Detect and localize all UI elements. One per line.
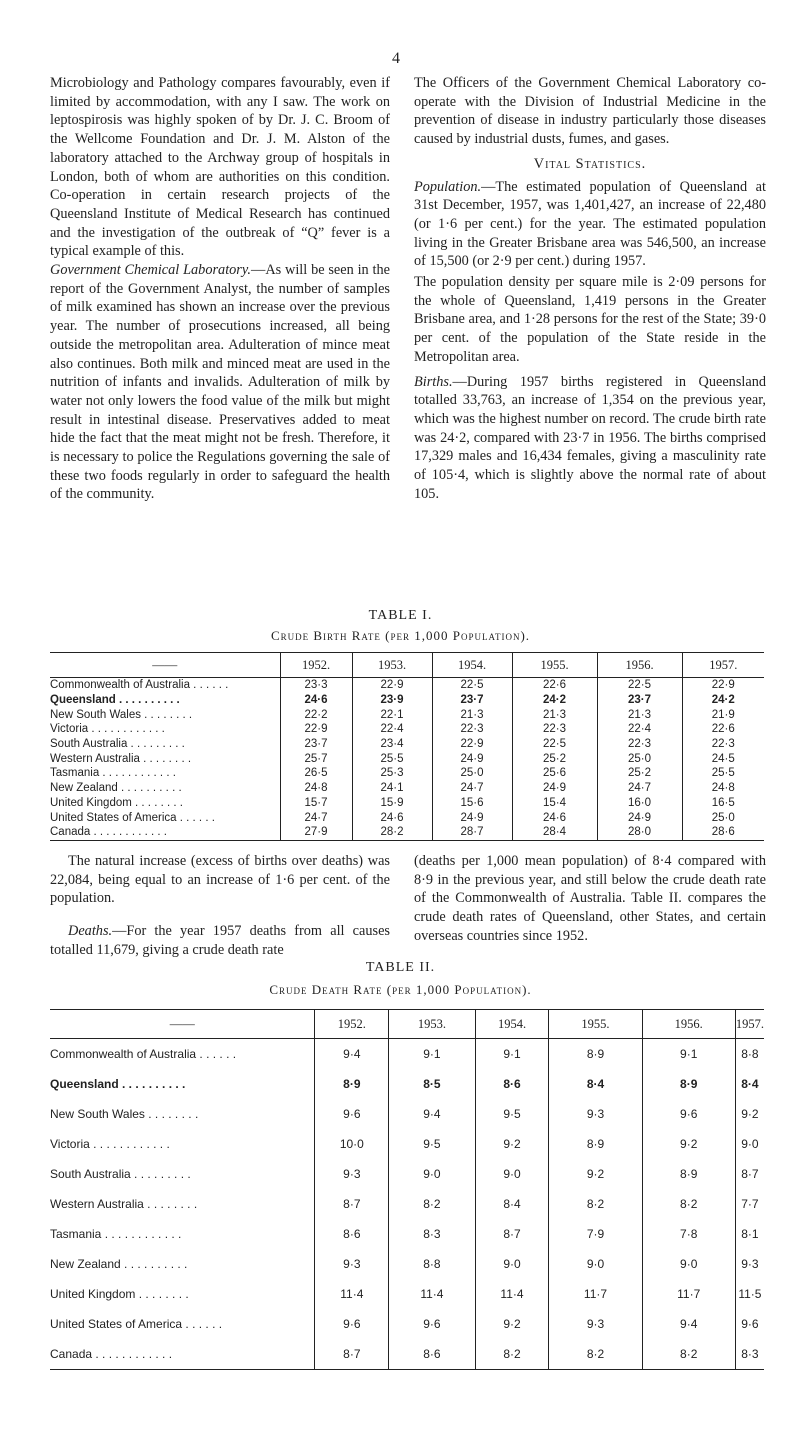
chemical-lab-text: —As will be seen in the report of the Government Analyst, the number of samples of milk examined has shown an increase over the previous year. The number of prosecutions increased, all being outside the metropolitan area. Adulteration of mince meat also continues. Both milk and minced meat are used in the nutrition of infants and invalids. Adulteration of milk by water not only lowers the food value of the milk but might result in intestinal disease. Preservatives added to meat hide the fact that the meat might not be fresh. Therefore, it is necessary to police the Regulations governing the sale of these two foods regularly in order to safeguard the health of the community. [50,262,390,503]
rate-cell: 11·4 [315,1279,389,1309]
table-row [50,1039,764,1070]
natural-increase-paragraph: The natural increase (excess of births over deaths) was 22,084, being equal to an increase of 1·6 per cent. of the population. [50,853,390,907]
table-row [50,781,764,796]
rate-cell: 22·5 [512,737,597,752]
rate-cell: 8·7 [315,1339,389,1370]
rate-cell: 9·2 [735,1099,764,1129]
rate-cell: 9·3 [735,1249,764,1279]
rate-cell: 24·9 [512,781,597,796]
table1-header-row [50,653,764,678]
table1-year-header: 1957. [682,653,764,678]
rate-cell: 22·3 [597,737,682,752]
table-row [50,1309,764,1339]
rate-cell: 8·4 [475,1189,549,1219]
rate-cell: 28·0 [597,825,682,840]
table2-body [50,1039,764,1370]
table1-year-header: 1955. [512,653,597,678]
rate-cell: 24·8 [280,781,352,796]
rate-cell: 16·0 [597,796,682,811]
table2-year-header: 1955. [549,1010,642,1039]
rate-cell: 9·0 [642,1249,735,1279]
rate-cell: 24·9 [432,810,512,825]
rate-cell: 9·0 [549,1249,642,1279]
death-rate-paragraph: (deaths per 1,000 mean population) of 8·4 compared with 8·9 in the previous year, and still below the crude death rate of the Commonwealth of Australia. Table II. compares the crude death rates of Queensland, other States, and certain overseas countries since 1952. [414,853,766,944]
rate-cell: 8·8 [389,1249,475,1279]
rate-cell: 28·2 [352,825,432,840]
rate-cell: 22·4 [352,722,432,737]
rate-cell: 25·0 [597,751,682,766]
rate-cell: 8·9 [642,1069,735,1099]
table-row [50,766,764,781]
rate-cell: 22·2 [280,707,352,722]
rate-cell: 23·7 [432,693,512,708]
rate-cell: 21·3 [432,707,512,722]
rate-cell: 25·5 [352,751,432,766]
rate-cell: 22·1 [352,707,432,722]
deaths-text: —For the year 1957 deaths from all causes totalled 11,679, giving a crude death rate [50,923,390,958]
table2-year-header: 1957. [735,1010,764,1039]
rate-cell: 25·6 [512,766,597,781]
row-label: United Kingdom . . . . . . . . [50,796,183,809]
table2-year-header: 1952. [315,1010,389,1039]
chemical-lab-paragraph [50,261,390,504]
rate-cell: 8·9 [549,1129,642,1159]
rate-cell: 25·2 [597,766,682,781]
population-paragraph [414,178,766,272]
rate-cell: 22·9 [682,678,764,693]
rate-cell: 9·6 [389,1309,475,1339]
rate-cell: 8·2 [642,1339,735,1370]
rate-cell: 15·9 [352,796,432,811]
rate-cell: 9·3 [549,1099,642,1129]
table-row [50,751,764,766]
rate-cell: 11·7 [549,1279,642,1309]
births-text: —During 1957 births registered in Queensland totalled 33,763, an increase of 1,354 on the previous year, which was the highest number on record. The crude birth rate was 24·2, compared with 23·7 in 1956. The births comprised 17,329 males and 16,434 females, giving a masculinity rate of 105·4, which is slightly above the normal rate of about 105. [414,373,766,502]
rate-cell: 9·0 [735,1129,764,1159]
rate-cell: 24·2 [682,693,764,708]
rate-cell: 8·1 [735,1219,764,1249]
table1-corner-cell: —— [50,653,280,678]
table-row [50,1219,764,1249]
row-label: South Australia . . . . . . . . . [50,738,185,751]
row-label: United States of America . . . . . . [50,811,215,824]
table2-year-header: 1956. [642,1010,735,1039]
rate-cell: 26·5 [280,766,352,781]
birth-rate-table [50,652,764,841]
rate-cell: 25·5 [682,766,764,781]
death-rate-table [50,1009,764,1370]
row-label: Canada . . . . . . . . . . . . [50,825,280,840]
table1-year-header: 1953. [352,653,432,678]
rate-cell: 22·9 [432,737,512,752]
rate-cell: 9·2 [549,1159,642,1189]
rate-cell: 25·0 [432,766,512,781]
rate-cell: 15·7 [280,796,352,811]
rate-cell: 8·2 [642,1189,735,1219]
rate-cell: 24·1 [352,781,432,796]
rate-cell: 24·9 [597,810,682,825]
rate-cell: 21·9 [682,707,764,722]
row-label: Western Australia . . . . . . . . [50,1197,198,1211]
rate-cell: 28·6 [682,825,764,840]
rate-cell: 15·6 [432,796,512,811]
rate-cell: 7·9 [549,1219,642,1249]
rate-cell: 8·4 [735,1069,764,1099]
births-heading: Births. [414,373,453,390]
chemical-lab-heading: Government Chemical Laboratory. [50,262,252,279]
rate-cell: 9·6 [735,1309,764,1339]
rate-cell: 11·7 [642,1279,735,1309]
left-column [50,74,390,504]
births-paragraph [414,373,766,504]
rate-cell: 8·9 [549,1039,642,1070]
table-row [50,678,764,693]
rate-cell: 24·7 [597,781,682,796]
rate-cell: 24·7 [432,781,512,796]
table2-subtitle: Crude Death Rate (per 1,000 Population). [269,982,532,997]
rate-cell: 9·0 [475,1249,549,1279]
rate-cell: 22·3 [682,737,764,752]
rate-cell: 23·7 [597,693,682,708]
rate-cell: 23·9 [352,693,432,708]
row-label: New Zealand . . . . . . . . . . [50,782,182,795]
table2-corner-cell: —— [50,1010,315,1039]
rate-cell: 23·3 [280,678,352,693]
table-row [50,722,764,737]
rate-cell: 24·7 [280,810,352,825]
rate-cell: 22·5 [597,678,682,693]
rate-cell: 24·6 [512,810,597,825]
rate-cell: 8·2 [475,1339,549,1370]
table-row [50,810,764,825]
table-row [50,1249,764,1279]
rate-cell: 28·7 [432,825,512,840]
row-label: Queensland . . . . . . . . . . [50,694,180,707]
rate-cell: 7·8 [642,1219,735,1249]
table1-title: TABLE I. [368,608,433,623]
vital-statistics-heading: Vital Statistics. [533,155,647,172]
row-label: South Australia . . . . . . . . . [50,1167,191,1181]
rate-cell: 9·6 [315,1309,389,1339]
rate-cell: 25·2 [512,751,597,766]
row-label: Canada . . . . . . . . . . . . [50,1339,315,1370]
rate-cell: 8·7 [315,1189,389,1219]
row-label: Victoria . . . . . . . . . . . . [50,1137,170,1151]
row-label: Queensland . . . . . . . . . . [50,1077,186,1091]
rate-cell: 11·4 [389,1279,475,1309]
rate-cell: 25·3 [352,766,432,781]
table-row [50,1339,764,1370]
rate-cell: 24·5 [682,751,764,766]
rate-cell: 9·1 [642,1039,735,1070]
rate-cell: 8·6 [315,1219,389,1249]
rate-cell: 9·0 [389,1159,475,1189]
page-number: 4 [392,50,400,67]
rate-cell: 9·2 [642,1129,735,1159]
rate-cell: 8·9 [315,1069,389,1099]
row-label: New South Wales . . . . . . . . [50,1107,199,1121]
table-row [50,707,764,722]
rate-cell: 22·9 [352,678,432,693]
table-row [50,737,764,752]
rate-cell: 8·7 [475,1219,549,1249]
density-paragraph: The population density per square mile is 2·09 persons for the whole of Queensland, 1,419 persons in the Greater Brisbane area, and 1·28 persons for the rest of the State; 39·0 per cent. of the population of the State reside in the Metropolitan area. [414,274,766,365]
table-row [50,1189,764,1219]
middle-left-column [50,852,390,960]
rate-cell: 22·3 [512,722,597,737]
table2-header-row [50,1010,764,1039]
row-label: United States of America . . . . . . [50,1317,223,1331]
row-label: New South Wales . . . . . . . . [50,708,193,721]
rate-cell: 9·3 [315,1249,389,1279]
rate-cell: 9·2 [475,1129,549,1159]
rate-cell: 16·5 [682,796,764,811]
rate-cell: 9·6 [642,1099,735,1129]
rate-cell: 22·6 [512,678,597,693]
rate-cell: 8·4 [549,1069,642,1099]
table1-body [50,678,764,841]
rate-cell: 8·6 [389,1339,475,1370]
deaths-heading: Deaths. [68,923,113,940]
right-column [414,74,766,503]
rate-cell: 11·5 [735,1279,764,1309]
rate-cell: 23·7 [280,737,352,752]
table2-year-header: 1953. [389,1010,475,1039]
table2-title: TABLE II. [365,960,436,975]
row-label: New Zealand . . . . . . . . . . [50,1257,188,1271]
rate-cell: 8·5 [389,1069,475,1099]
microbiology-paragraph: Microbiology and Pathology compares favourably, even if limited by accommodation, with any I saw. The work on leptospirosis was highly spoken of by Dr. J. C. Broom of the Wellcome Foundation and Dr. J. M. Alston of the laboratory attached to the Archway group of hospitals in London, both of whom are authorities on this condition. Co-operation in certain research projects of the Queensland Institute of Medical Research has continued and the investigation of the outbreak of “Q” fever is a typical example of this. [50,75,390,260]
rate-cell: 8·9 [642,1159,735,1189]
rate-cell: 25·0 [682,810,764,825]
rate-cell: 9·5 [475,1099,549,1129]
rate-cell: 9·3 [315,1159,389,1189]
table-row [50,693,764,708]
rate-cell: 22·4 [597,722,682,737]
rate-cell: 8·2 [549,1189,642,1219]
rate-cell: 9·4 [389,1099,475,1129]
table1-year-header: 1956. [597,653,682,678]
row-label: United Kingdom . . . . . . . . [50,1287,189,1301]
row-label: Commonwealth of Australia . . . . . . [50,1047,237,1061]
rate-cell: 7·7 [735,1189,764,1219]
rate-cell: 9·4 [315,1039,389,1070]
table-row [50,825,764,840]
rate-cell: 24·6 [352,810,432,825]
rate-cell: 9·2 [475,1309,549,1339]
rate-cell: 8·8 [735,1039,764,1070]
rate-cell: 22·9 [280,722,352,737]
table1-year-header: 1954. [432,653,512,678]
rate-cell: 9·4 [642,1309,735,1339]
rate-cell: 9·5 [389,1129,475,1159]
rate-cell: 9·6 [315,1099,389,1129]
row-label: Commonwealth of Australia . . . . . . [50,679,229,692]
rate-cell: 9·1 [389,1039,475,1070]
row-label: Tasmania . . . . . . . . . . . . [50,767,176,780]
rate-cell: 15·4 [512,796,597,811]
rate-cell: 22·3 [432,722,512,737]
rate-cell: 10·0 [315,1129,389,1159]
rate-cell: 11·4 [475,1279,549,1309]
table2-year-header: 1954. [475,1010,549,1039]
rate-cell: 24·6 [280,693,352,708]
middle-right-column [414,852,766,946]
row-label: Tasmania . . . . . . . . . . . . [50,1227,182,1241]
table-row [50,1099,764,1129]
rate-cell: 8·3 [735,1339,764,1370]
rate-cell: 24·9 [432,751,512,766]
officers-paragraph: The Officers of the Government Chemical Laboratory co-operate with the Division of Industrial Medicine in the prevention of disease in industry particularly those diseases caused by industrial dusts, fumes, and gases. [414,75,766,148]
rate-cell: 23·4 [352,737,432,752]
rate-cell: 25·7 [280,751,352,766]
rate-cell: 8·6 [475,1069,549,1099]
row-label: Victoria . . . . . . . . . . . . [50,723,165,736]
table-row [50,1129,764,1159]
table-row [50,1279,764,1309]
rate-cell: 24·8 [682,781,764,796]
rate-cell: 22·5 [432,678,512,693]
row-label: Western Australia . . . . . . . . [50,752,192,765]
population-heading: Population. [414,178,482,195]
deaths-paragraph [50,922,390,959]
population-text: —The estimated population of Queensland at 31st December, 1957, was 1,401,427, an increase of 22,480 (or 1·6 per cent.) for the year. The estimated population living in the Greater Brisbane area was 546,500, an increase of 15,500 (or 2·9 per cent.) during 1957. [414,178,766,270]
rate-cell: 8·2 [549,1339,642,1370]
table-row [50,1159,764,1189]
rate-cell: 27·9 [280,825,352,840]
rate-cell: 9·1 [475,1039,549,1070]
rate-cell: 24·2 [512,693,597,708]
rate-cell: 8·7 [735,1159,764,1189]
table1-subtitle: Crude Birth Rate (per 1,000 Population). [270,628,531,643]
table-row [50,1069,764,1099]
rate-cell: 21·3 [512,707,597,722]
rate-cell: 9·3 [549,1309,642,1339]
rate-cell: 22·6 [682,722,764,737]
rate-cell: 21·3 [597,707,682,722]
rate-cell: 28·4 [512,825,597,840]
table-row [50,796,764,811]
rate-cell: 8·2 [389,1189,475,1219]
rate-cell: 8·3 [389,1219,475,1249]
rate-cell: 9·0 [475,1159,549,1189]
table1-year-header: 1952. [280,653,352,678]
